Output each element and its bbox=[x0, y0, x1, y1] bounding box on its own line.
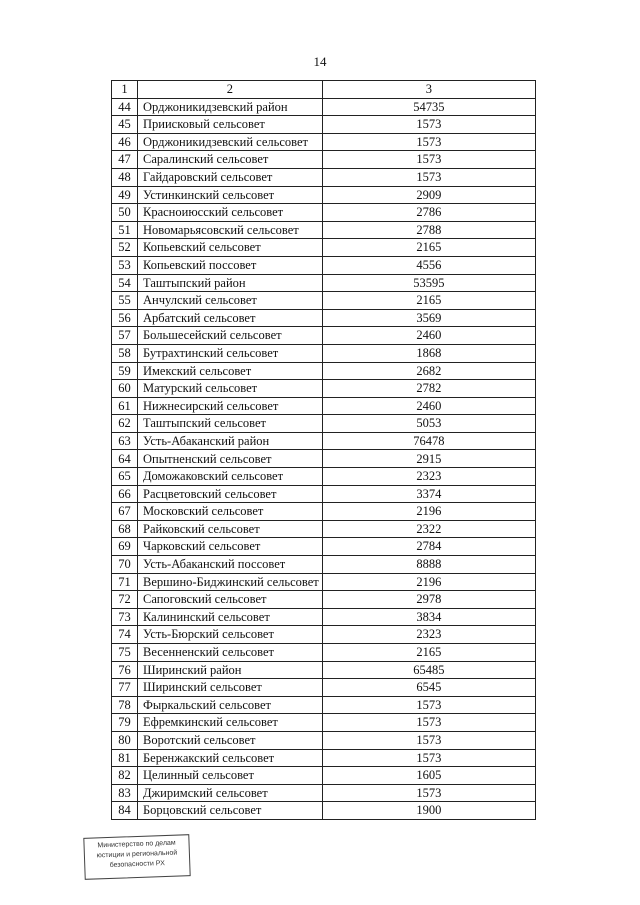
table-row bbox=[112, 133, 536, 151]
row-number-cell: 75 bbox=[112, 644, 138, 662]
table-row bbox=[112, 292, 536, 310]
row-name-cell: Сапоговский сельсовет bbox=[138, 591, 323, 609]
table-body bbox=[112, 81, 536, 820]
row-number-cell: 45 bbox=[112, 116, 138, 134]
row-value-cell: 76478 bbox=[322, 432, 535, 450]
row-value-cell: 2788 bbox=[322, 221, 535, 239]
row-value-cell: 2786 bbox=[322, 204, 535, 222]
row-name-cell: Красноиюсский сельсовет bbox=[138, 204, 323, 222]
row-number-cell: 76 bbox=[112, 661, 138, 679]
row-value-cell: 5053 bbox=[322, 415, 535, 433]
row-value-cell: 2460 bbox=[322, 327, 535, 345]
row-number-cell: 56 bbox=[112, 309, 138, 327]
row-name-cell: Усть-Бюрский сельсовет bbox=[138, 626, 323, 644]
header-cell-number: 1 bbox=[112, 81, 138, 99]
row-value-cell: 2323 bbox=[322, 626, 535, 644]
table-row bbox=[112, 274, 536, 292]
row-number-cell: 52 bbox=[112, 239, 138, 257]
row-value-cell: 2165 bbox=[322, 292, 535, 310]
row-value-cell: 1573 bbox=[322, 168, 535, 186]
row-number-cell: 53 bbox=[112, 256, 138, 274]
row-number-cell: 67 bbox=[112, 503, 138, 521]
table-row bbox=[112, 749, 536, 767]
row-name-cell: Борцовский сельсовет bbox=[138, 802, 323, 820]
row-value-cell: 2909 bbox=[322, 186, 535, 204]
table-row bbox=[112, 168, 536, 186]
row-value-cell: 1900 bbox=[322, 802, 535, 820]
row-name-cell: Доможаковский сельсовет bbox=[138, 468, 323, 486]
stamp-line: юстиции и региональной bbox=[96, 849, 178, 860]
row-number-cell: 55 bbox=[112, 292, 138, 310]
row-value-cell: 65485 bbox=[322, 661, 535, 679]
table-row bbox=[112, 714, 536, 732]
row-value-cell: 1573 bbox=[322, 731, 535, 749]
row-name-cell: Матурский сельсовет bbox=[138, 380, 323, 398]
row-name-cell: Арбатский сельсовет bbox=[138, 309, 323, 327]
row-value-cell: 1573 bbox=[322, 696, 535, 714]
row-number-cell: 48 bbox=[112, 168, 138, 186]
row-value-cell: 1573 bbox=[322, 784, 535, 802]
row-value-cell: 1868 bbox=[322, 344, 535, 362]
row-name-cell: Расцветовский сельсовет bbox=[138, 485, 323, 503]
row-value-cell: 1573 bbox=[322, 749, 535, 767]
table-row bbox=[112, 520, 536, 538]
row-number-cell: 62 bbox=[112, 415, 138, 433]
table-row bbox=[112, 468, 536, 486]
table-row bbox=[112, 344, 536, 362]
row-value-cell: 1573 bbox=[322, 116, 535, 134]
row-number-cell: 50 bbox=[112, 204, 138, 222]
table-row bbox=[112, 679, 536, 697]
row-number-cell: 47 bbox=[112, 151, 138, 169]
row-value-cell: 2165 bbox=[322, 644, 535, 662]
row-number-cell: 64 bbox=[112, 450, 138, 468]
row-name-cell: Усть-Абаканский район bbox=[138, 432, 323, 450]
table-row bbox=[112, 221, 536, 239]
table-row bbox=[112, 696, 536, 714]
row-value-cell: 54735 bbox=[322, 98, 535, 116]
row-value-cell: 2682 bbox=[322, 362, 535, 380]
row-name-cell: Копьевский сельсовет bbox=[138, 239, 323, 257]
row-value-cell: 1573 bbox=[322, 133, 535, 151]
row-name-cell: Беренжакский сельсовет bbox=[138, 749, 323, 767]
row-name-cell: Бутрахтинский сельсовет bbox=[138, 344, 323, 362]
row-name-cell: Воротский сельсовет bbox=[138, 731, 323, 749]
table-row bbox=[112, 256, 536, 274]
table-row bbox=[112, 98, 536, 116]
row-number-cell: 81 bbox=[112, 749, 138, 767]
row-name-cell: Таштыпский район bbox=[138, 274, 323, 292]
row-value-cell: 2915 bbox=[322, 450, 535, 468]
row-name-cell: Целинный сельсовет bbox=[138, 767, 323, 785]
table-row bbox=[112, 327, 536, 345]
table-row bbox=[112, 556, 536, 574]
row-value-cell: 4556 bbox=[322, 256, 535, 274]
table-row bbox=[112, 802, 536, 820]
table-row bbox=[112, 309, 536, 327]
row-name-cell: Чарковский сельсовет bbox=[138, 538, 323, 556]
row-number-cell: 80 bbox=[112, 731, 138, 749]
header-cell-name: 2 bbox=[138, 81, 323, 99]
row-number-cell: 58 bbox=[112, 344, 138, 362]
stamp-line: безопасности РХ bbox=[109, 860, 165, 869]
table-row bbox=[112, 380, 536, 398]
row-value-cell: 1573 bbox=[322, 151, 535, 169]
row-name-cell: Московский сельсовет bbox=[138, 503, 323, 521]
table-row bbox=[112, 397, 536, 415]
row-number-cell: 68 bbox=[112, 520, 138, 538]
row-name-cell: Калининский сельсовет bbox=[138, 608, 323, 626]
row-value-cell: 2196 bbox=[322, 573, 535, 591]
row-number-cell: 74 bbox=[112, 626, 138, 644]
registration-stamp bbox=[83, 834, 190, 880]
row-name-cell: Гайдаровский сельсовет bbox=[138, 168, 323, 186]
table-row bbox=[112, 415, 536, 433]
row-number-cell: 78 bbox=[112, 696, 138, 714]
row-name-cell: Ширинский сельсовет bbox=[138, 679, 323, 697]
row-number-cell: 65 bbox=[112, 468, 138, 486]
row-name-cell: Нижнесирский сельсовет bbox=[138, 397, 323, 415]
page-number: 14 bbox=[313, 54, 327, 69]
row-name-cell: Ширинский район bbox=[138, 661, 323, 679]
row-name-cell: Приисковый сельсовет bbox=[138, 116, 323, 134]
row-number-cell: 77 bbox=[112, 679, 138, 697]
row-value-cell: 3374 bbox=[322, 485, 535, 503]
row-value-cell: 2323 bbox=[322, 468, 535, 486]
row-name-cell: Усть-Абаканский поссовет bbox=[138, 556, 323, 574]
table-row bbox=[112, 204, 536, 222]
row-name-cell: Копьевский поссовет bbox=[138, 256, 323, 274]
table-row bbox=[112, 432, 536, 450]
table-row bbox=[112, 450, 536, 468]
row-number-cell: 51 bbox=[112, 221, 138, 239]
table-row bbox=[112, 608, 536, 626]
table-row bbox=[112, 767, 536, 785]
table-row bbox=[112, 151, 536, 169]
row-name-cell: Анчулский сельсовет bbox=[138, 292, 323, 310]
data-table bbox=[111, 80, 536, 820]
row-name-cell: Большесейский сельсовет bbox=[138, 327, 323, 345]
row-number-cell: 66 bbox=[112, 485, 138, 503]
row-number-cell: 82 bbox=[112, 767, 138, 785]
row-number-cell: 60 bbox=[112, 380, 138, 398]
row-number-cell: 72 bbox=[112, 591, 138, 609]
row-name-cell: Таштыпский сельсовет bbox=[138, 415, 323, 433]
row-value-cell: 53595 bbox=[322, 274, 535, 292]
table-row bbox=[112, 362, 536, 380]
row-name-cell: Имекский сельсовет bbox=[138, 362, 323, 380]
row-value-cell: 2460 bbox=[322, 397, 535, 415]
table-row bbox=[112, 186, 536, 204]
table-row bbox=[112, 731, 536, 749]
row-value-cell: 3834 bbox=[322, 608, 535, 626]
table-row bbox=[112, 538, 536, 556]
row-number-cell: 71 bbox=[112, 573, 138, 591]
table-row bbox=[112, 503, 536, 521]
row-value-cell: 2322 bbox=[322, 520, 535, 538]
row-name-cell: Устинкинский сельсовет bbox=[138, 186, 323, 204]
row-name-cell: Орджоникидзевский сельсовет bbox=[138, 133, 323, 151]
row-name-cell: Орджоникидзевский район bbox=[138, 98, 323, 116]
row-value-cell: 2978 bbox=[322, 591, 535, 609]
row-name-cell: Райковский сельсовет bbox=[138, 520, 323, 538]
row-number-cell: 84 bbox=[112, 802, 138, 820]
row-number-cell: 54 bbox=[112, 274, 138, 292]
row-number-cell: 61 bbox=[112, 397, 138, 415]
row-number-cell: 59 bbox=[112, 362, 138, 380]
row-name-cell: Вершино-Биджинский сельсовет bbox=[138, 573, 323, 591]
table-row bbox=[112, 485, 536, 503]
row-number-cell: 73 bbox=[112, 608, 138, 626]
row-number-cell: 79 bbox=[112, 714, 138, 732]
row-number-cell: 44 bbox=[112, 98, 138, 116]
table-row bbox=[112, 116, 536, 134]
header-cell-value: 3 bbox=[322, 81, 535, 99]
row-number-cell: 70 bbox=[112, 556, 138, 574]
row-value-cell: 1573 bbox=[322, 714, 535, 732]
stamp-line: Министерство по делам bbox=[97, 839, 176, 850]
row-value-cell: 2165 bbox=[322, 239, 535, 257]
row-name-cell: Фыркальский сельсовет bbox=[138, 696, 323, 714]
row-name-cell: Джиримский сельсовет bbox=[138, 784, 323, 802]
table-row bbox=[112, 644, 536, 662]
table-row bbox=[112, 573, 536, 591]
row-number-cell: 46 bbox=[112, 133, 138, 151]
table-row bbox=[112, 626, 536, 644]
row-value-cell: 2782 bbox=[322, 380, 535, 398]
row-value-cell: 3569 bbox=[322, 309, 535, 327]
table-row bbox=[112, 239, 536, 257]
row-number-cell: 63 bbox=[112, 432, 138, 450]
row-value-cell: 6545 bbox=[322, 679, 535, 697]
row-number-cell: 83 bbox=[112, 784, 138, 802]
table-row bbox=[112, 591, 536, 609]
row-value-cell: 2196 bbox=[322, 503, 535, 521]
row-value-cell: 8888 bbox=[322, 556, 535, 574]
row-name-cell: Новомарьясовский сельсовет bbox=[138, 221, 323, 239]
row-value-cell: 2784 bbox=[322, 538, 535, 556]
row-value-cell: 1605 bbox=[322, 767, 535, 785]
row-name-cell: Саралинский сельсовет bbox=[138, 151, 323, 169]
row-number-cell: 69 bbox=[112, 538, 138, 556]
row-number-cell: 49 bbox=[112, 186, 138, 204]
row-name-cell: Ефремкинский сельсовет bbox=[138, 714, 323, 732]
row-name-cell: Весенненский сельсовет bbox=[138, 644, 323, 662]
row-number-cell: 57 bbox=[112, 327, 138, 345]
row-name-cell: Опытненский сельсовет bbox=[138, 450, 323, 468]
table-row bbox=[112, 661, 536, 679]
table-header-row bbox=[112, 81, 536, 99]
table-row bbox=[112, 784, 536, 802]
